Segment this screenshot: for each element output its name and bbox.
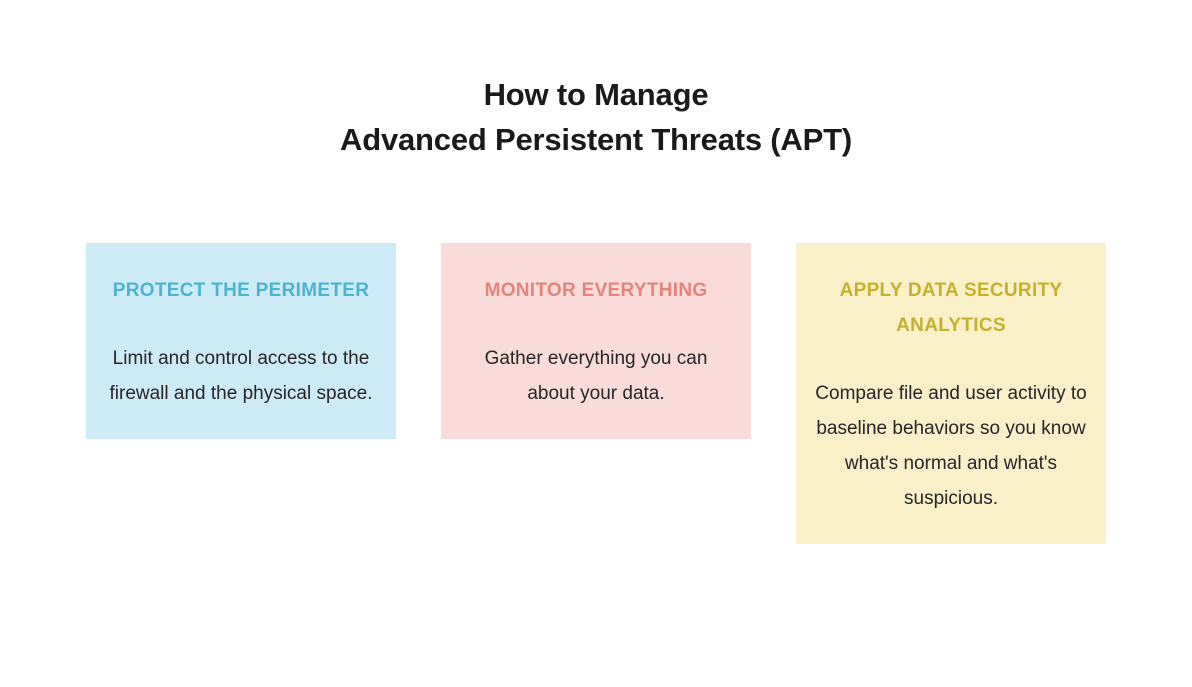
card-heading: PROTECT THE PERIMETER [112,280,370,301]
page-title [0,72,1192,162]
title-line-1: How to Manage [483,77,709,112]
card-monitor-everything [441,243,751,439]
title-line-2: Advanced Persistent Threats (APT) [340,122,852,157]
card-body: Gather everything you can about your data. [484,348,708,404]
card-protect-the-perimeter [86,243,396,439]
card-apply-data-security-analytics [796,243,1106,544]
card-heading: MONITOR EVERYTHING [484,280,708,301]
card-heading: APPLY DATA SECURITY ANALYTICS [839,280,1063,336]
card-body: Compare file and user activity to baseline behaviors so you know what's normal and what's suspicious. [815,383,1087,509]
card-body: Limit and control access to the firewall and the physical space. [109,348,373,404]
card-list [0,243,1192,544]
